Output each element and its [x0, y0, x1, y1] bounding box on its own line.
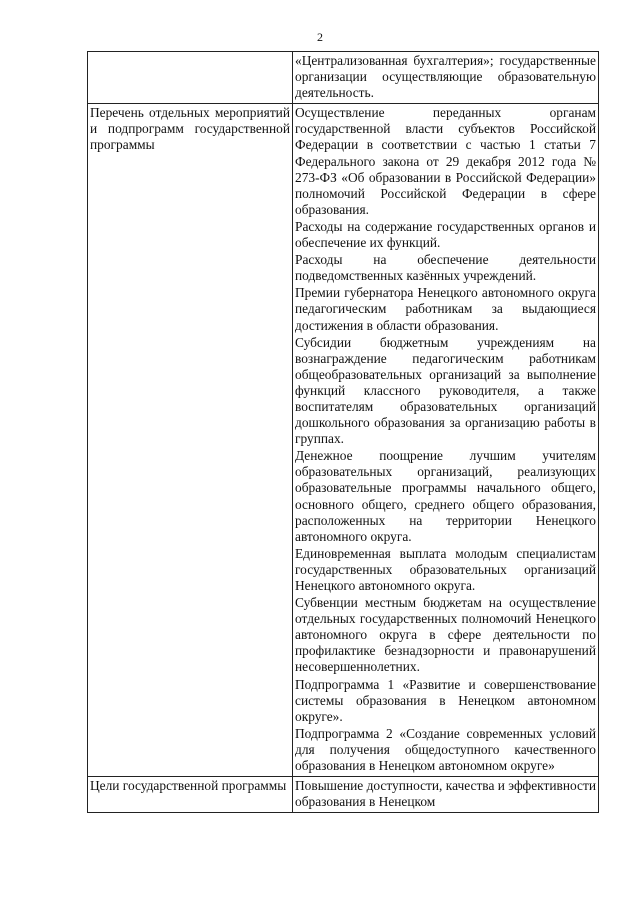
content-paragraph: Субвенции местным бюджетам на осуществление отдельных государственных полномочий Ненецкого автономного округа в сфере деятельности по профилактике безнадзорности и правонарушений несовершеннолетних. [295, 595, 596, 675]
table-row [88, 104, 599, 777]
row-content-cell [293, 104, 599, 777]
program-passport-table [87, 51, 599, 813]
row-label-cell [88, 104, 293, 777]
row-content-cell [293, 52, 599, 104]
content-paragraph: Единовременная выплата молодым специалистам государственных образовательных организаций Ненецкого автономного округа. [295, 545, 596, 593]
content-paragraph: Расходы на обеспечение деятельности подведомственных казённых учреждений. [295, 252, 596, 284]
table-row [88, 777, 599, 813]
row-label: Цели государственной программы [90, 778, 287, 794]
content-paragraph: Субсидии бюджетным учреждениям на вознаграждение педагогическим работникам общеобразовательных организаций за выполнение функций классного руководителя, а также воспитателям образовательных организаций дошкольного образования за организацию работы в группах. [295, 334, 596, 447]
content-paragraph: Повышение доступности, качества и эффективности образования в Ненецком [295, 778, 596, 810]
content-paragraph: Расходы на содержание государственных органов и обеспечение их функций. [295, 218, 596, 251]
content-paragraph: Подпрограмма 1 «Развитие и совершенствование системы образования в Ненецком автономном округе». [295, 676, 596, 724]
row-content-cell [293, 777, 599, 813]
row-label-cell [88, 777, 293, 813]
content-paragraph: Осуществление переданных органам государственной власти субъектов Российской Федерации в соответствии с частью 1 статьи 7 Федерального закона от 29 декабря 2012 года № 273-ФЗ «Об образовании в Российской Федерации» полномочий Российской Федерации в сфере образования. [295, 105, 596, 217]
content-paragraph: Подпрограмма 2 «Создание современных условий для получения общедоступного качественного образования в Ненецком автономном округе» [295, 725, 596, 774]
table-row [88, 52, 599, 104]
content-paragraph: «Централизованная бухгалтерия»; государственные организации осуществляющие образовательную деятельность. [295, 53, 596, 101]
row-label-cell [88, 52, 293, 104]
row-label: Перечень отдельных мероприятий и подпрограмм государственной программы [90, 105, 290, 153]
content-paragraph: Денежное поощрение лучшим учителям образовательных организаций, реализующих образовательные программы начального общего, основного общего, среднего общего образования, расположенных на территории Ненецкого автономного округа. [295, 448, 596, 544]
page-number: 2 [317, 30, 323, 44]
content-paragraph: Премии губернатора Ненецкого автономного округа педагогическим работникам за выдающиеся достижения в области образования. [295, 285, 596, 333]
